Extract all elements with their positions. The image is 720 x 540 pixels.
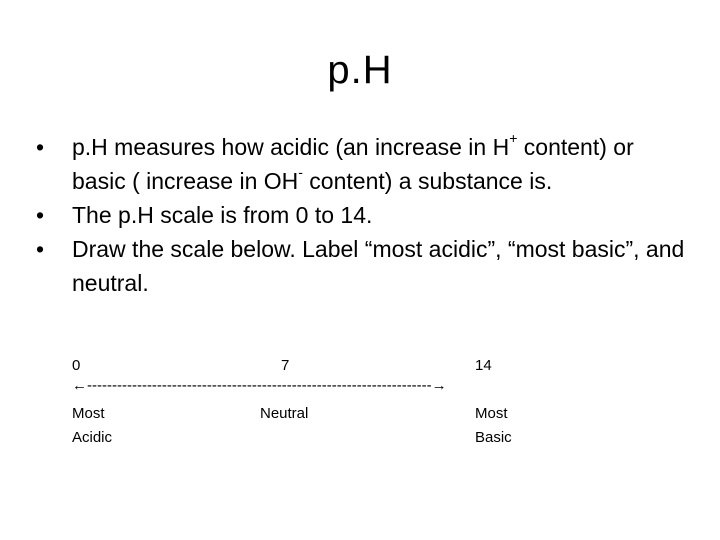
scale-arrow-line: ←---------------------------------------------------------------------→ [72, 377, 447, 394]
bullet-dot-icon: • [36, 236, 45, 262]
superscript-plus: + [509, 130, 518, 147]
bullet-item-draw-scale [32, 232, 692, 300]
label-most-acidic-line1: Most [72, 405, 105, 422]
bullet-text: The p.H scale is from 0 to 14. [72, 202, 373, 228]
bullet-text-part: content) a substance is. [302, 168, 553, 194]
label-most-acidic-line2: Acidic [72, 429, 113, 446]
bullet-item-scale-range [32, 198, 692, 232]
scale-tick-0: 0 [72, 357, 81, 374]
label-most-basic-line2: Basic [475, 429, 512, 446]
bullet-text-part: content) or basic ( increase in OH [72, 134, 634, 194]
label-most-basic-line1: Most [475, 405, 508, 422]
scale-tick-7: 7 [281, 357, 290, 374]
slide-title: p.H [327, 48, 393, 92]
scale-tick-14: 14 [475, 357, 492, 374]
bullet-dot-icon: • [36, 202, 45, 228]
label-neutral: Neutral [260, 405, 309, 422]
superscript-minus: - [298, 164, 303, 181]
bullet-item-ph-definition [32, 130, 692, 198]
bullet-list [32, 130, 692, 300]
bullet-text: Draw the scale below. Label “most acidic”, “most basic”, and neutral. [72, 236, 685, 296]
bullet-text-part: p.H measures how acidic (an increase in H [72, 134, 510, 160]
bullet-dot-icon: • [36, 134, 45, 160]
